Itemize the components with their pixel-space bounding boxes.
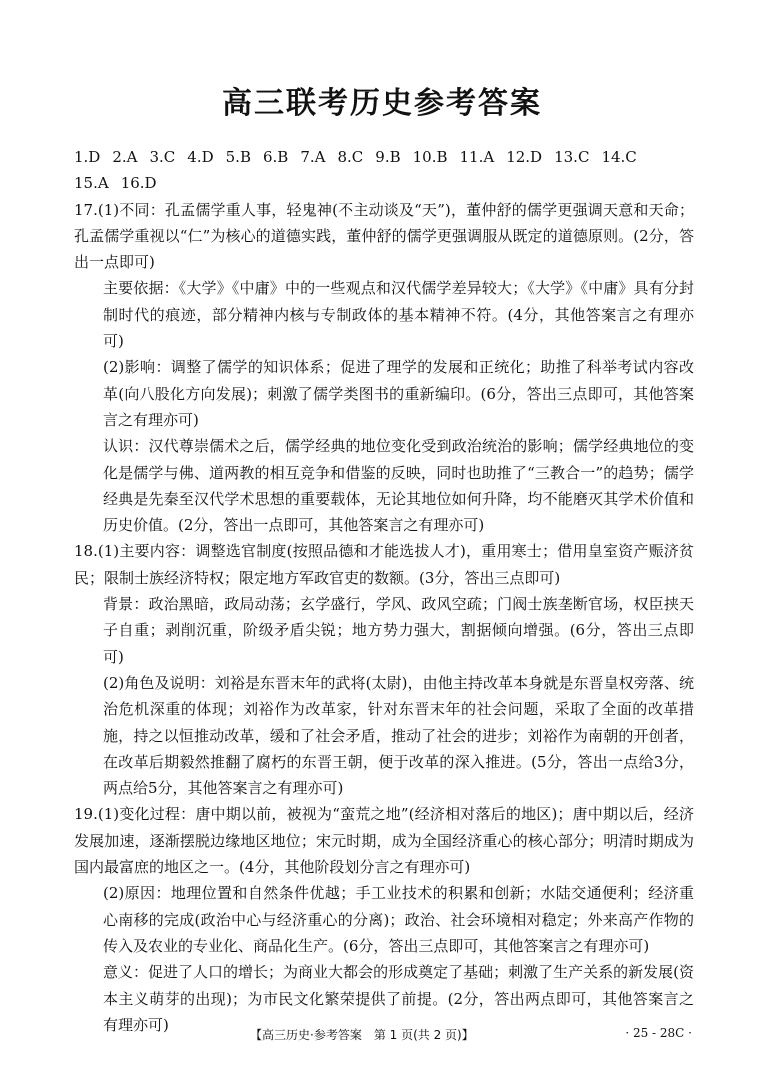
answer-text: (1)不同：孔孟儒学重人事，轻鬼神(不主动谈及“天”)，董仲舒的儒学更强调天意和天命；孔孟儒学重视以“仁”为核心的道德实践，董仲舒的儒学更强调服从既定的道德原则。(2分，答出一点即可) (74, 200, 694, 272)
choice-answer: 12.D (506, 148, 543, 166)
choice-answer: 5.B (225, 148, 251, 166)
choice-answer: 1.D (74, 148, 101, 166)
answer-content (74, 144, 694, 1038)
answer-text: (1)主要内容：调整选官制度(按照品德和才能选拔人才)，重用寒士；借用皇室资产赈济贫民；限制士族经济特权；限定地方军政官吏的数额。(3分，答出三点即可) (74, 542, 694, 587)
choice-answer: 16.D (120, 174, 157, 193)
q18-part1 (74, 538, 694, 591)
page-footer (0, 1026, 764, 1048)
choice-answer: 10.B (412, 148, 448, 166)
choice-answers-row-1 (74, 144, 694, 170)
q19-significance: 意义：促进了人口的增长；为商业大都会的形成奠定了基础；刺激了生产关系的新发展(资本主义萌芽的出现)；为市民文化繁荣提供了前提。(2分，答出两点即可，其他答案言之有理亦可) (103, 963, 694, 1034)
page-title: 高三联考历史参考答案 (222, 86, 542, 121)
choice-answers-row-2 (74, 170, 694, 196)
q17-part2: (2)影响：调整了儒学的知识体系；促进了理学的发展和正统化；助推了科举考试内容改革(向八股化方向发展)；刺激了儒学类图书的重新编印。(6分，答出三点即可，其他答案言之有理亦可) (103, 358, 694, 429)
choice-answer: 8.C (337, 148, 364, 166)
choice-answer: 13.C (554, 148, 590, 166)
answer-text: (1)变化过程：唐中期以前，被视为“蛮荒之地”(经济相对落后的地区)；唐中期以后，经济发展加速，逐渐摆脱边缘地区地位；宋元时期，成为全国经济重心的核心部分；明清时期成为国内最富庶的地区之一。(4分，其他阶段划分言之有理亦可) (74, 805, 694, 877)
choice-answer: 7.A (300, 148, 326, 166)
q19-part1 (74, 801, 694, 880)
choice-answer: 3.C (149, 148, 176, 166)
q18-background: 背景：政治黑暗，政局动荡；玄学盛行，学风、政风空疏；门阀士族垄断官场，权臣挟天子自重；剥削沉重，阶级矛盾尖锐；地方势力强大，割据倾向增强。(6分，答出三点即可) (103, 595, 694, 666)
choice-answer: 11.A (459, 148, 495, 166)
q18-part2: (2)角色及说明：刘裕是东晋末年的武将(太尉)，由他主持改革本身就是东晋皇权旁落、统治危机深重的体现；刘裕作为改革家，针对东晋末年的社会问题，采取了全面的改革措施，持之以恒推动改革，缓和了社会矛盾，推动了社会的进步；刘裕作为南朝的开创者，在改革后期毅然推翻了腐朽的东晋王朝，便于改革的深入推进。(5分，答出一点给3分，两点给5分，其他答案言之有理亦可) (103, 673, 694, 798)
choice-answer: 14.C (601, 148, 637, 166)
choice-answer: 2.A (112, 148, 138, 166)
footer-code: · 25 - 28C · (625, 1026, 692, 1040)
choice-answer: 4.D (187, 148, 214, 166)
question-number: 17. (74, 200, 98, 219)
choice-answer: 6.B (262, 148, 289, 166)
footer-page-info: 【高三历史·参考答案 第 1 页(共 2 页)】 (250, 1028, 474, 1042)
question-number: 19. (74, 805, 98, 824)
q17-part1 (74, 197, 694, 276)
choice-answer: 9.B (375, 148, 401, 166)
q17-basis: 主要依据：《大学》《中庸》中的一些观点和汉代儒学差异较大；《大学》《中庸》具有分封制时代的痕迹，部分精神内核与专制政体的基本精神不符。(4分，其他答案言之有理亦可) (103, 279, 694, 351)
q19-part2: (2)原因：地理位置和自然条件优越；手工业技术的积累和创新；水陆交通便利；经济重心南移的完成(政治中心与经济重心的分离)；政治、社会环境相对稳定；外来高产作物的传入及农业的专业化、商品化生产。(6分，答出三点即可，其他答案言之有理亦可) (103, 884, 694, 955)
q17-understanding: 认识：汉代尊崇儒术之后，儒学经典的地位变化受到政治统治的影响；儒学经典地位的变化是儒学与佛、道两教的相互竞争和借鉴的反映，同时也助推了“三教合一”的趋势；儒学经典是先秦至汉代学术思想的重要载体，无论其地位如何升降，均不能磨灭其学术价值和历史价值。(2分，答出一点即可，其他答案言之有理亦可) (103, 437, 694, 535)
question-number: 18. (74, 542, 98, 561)
choice-answer: 15.A (74, 174, 109, 193)
